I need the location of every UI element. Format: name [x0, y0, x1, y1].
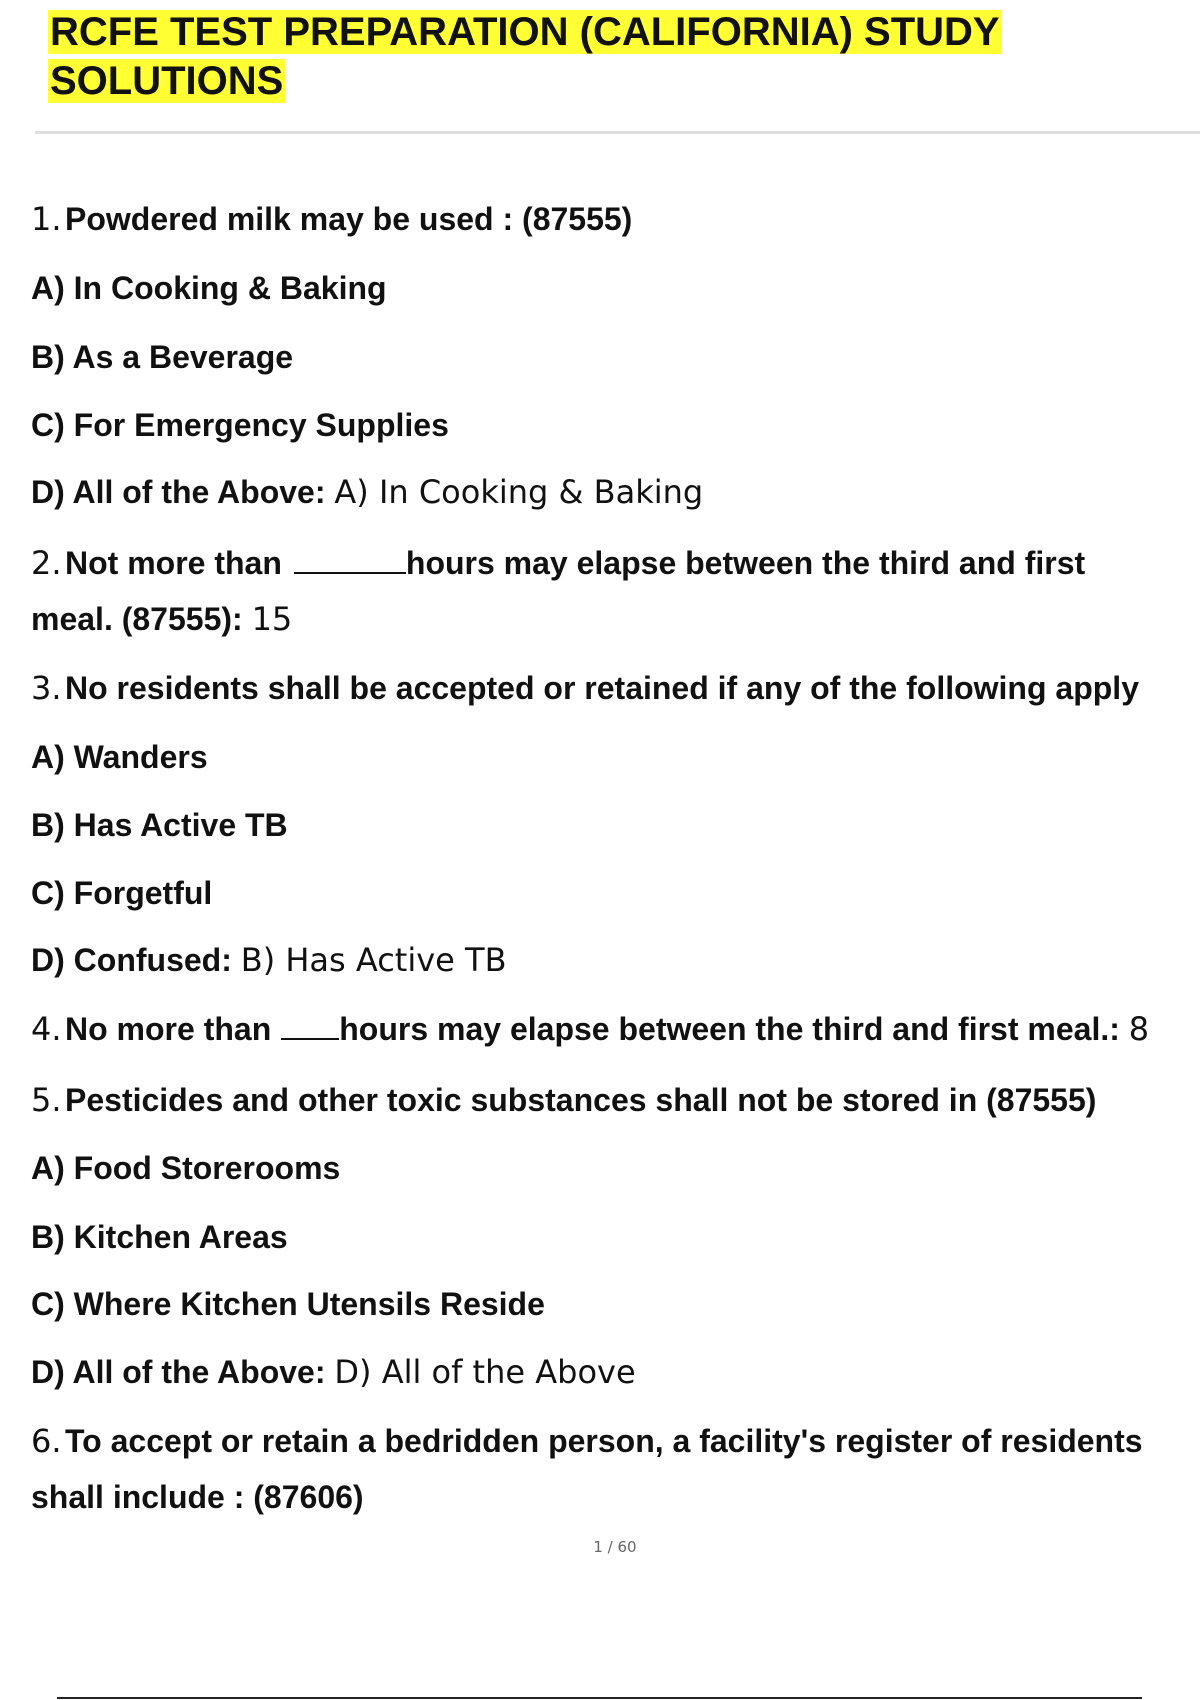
fill-in-blank [294, 546, 406, 574]
page-indicator: 1 / 60 [593, 1538, 637, 1556]
question-4 [31, 1009, 1149, 1049]
question-text: Pesticides and other toxic substances shall not be stored in (87555) [65, 1082, 1097, 1118]
question-number: 3. [31, 669, 62, 707]
option-d-with-answer [31, 940, 507, 980]
answer: B) Has Active TB [240, 941, 507, 979]
option-a: A) Food Storerooms [31, 1150, 341, 1186]
question-number: 1. [31, 200, 62, 238]
question-number: 2. [31, 544, 62, 582]
option-d: D) All of the Above: [31, 1354, 326, 1390]
question-number: 5. [31, 1081, 62, 1119]
question-1 [31, 199, 632, 239]
option-b: B) Has Active TB [31, 807, 288, 843]
fill-in-blank [281, 1012, 339, 1040]
question-number: 6. [31, 1422, 62, 1460]
question-text-end: hours may elapse between the third and first [405, 545, 1086, 581]
question-text: To accept or retain a bedridden person, a facility's register of residents [65, 1423, 1143, 1459]
question-3 [31, 668, 1139, 708]
question-text: No residents shall be accepted or retained if any of the following apply [65, 670, 1139, 706]
question-text-start: No more than [65, 1011, 272, 1047]
question-text-continued: shall include : (87606) [31, 1479, 364, 1515]
question-text-start: Not more than [65, 545, 282, 581]
question-text: Powdered milk may be used : (87555) [65, 201, 633, 237]
document-title: RCFE TEST PREPARATION (CALIFORNIA) STUDY SOLUTIONS [50, 10, 1000, 103]
option-c: C) For Emergency Supplies [31, 407, 449, 443]
option-a: A) In Cooking & Baking [31, 270, 387, 306]
option-a: A) Wanders [31, 739, 208, 775]
answer: A) In Cooking & Baking [334, 473, 704, 511]
question-2 [31, 543, 1085, 583]
footer-divider [57, 1697, 1142, 1699]
question-5 [31, 1080, 1096, 1120]
question-6 [31, 1421, 1143, 1461]
answer: D) All of the Above [334, 1353, 636, 1391]
answer: 8 [1128, 1010, 1150, 1048]
option-d: D) All of the Above: [31, 474, 326, 510]
option-c: C) Where Kitchen Utensils Reside [31, 1286, 545, 1322]
question-number: 4. [31, 1010, 62, 1048]
option-d-with-answer [31, 1352, 636, 1392]
option-c: C) Forgetful [31, 875, 213, 911]
answer: 15 [251, 600, 293, 638]
option-b: B) Kitchen Areas [31, 1219, 288, 1255]
title-divider [35, 131, 1200, 134]
question-text-continued: meal. (87555): [31, 601, 243, 637]
option-d: D) Confused: [31, 942, 232, 978]
option-b: B) As a Beverage [31, 339, 294, 375]
option-d-with-answer [31, 472, 703, 512]
question-text-end: hours may elapse between the third and first meal.: [339, 1011, 1120, 1047]
question-2-continued [31, 599, 292, 639]
